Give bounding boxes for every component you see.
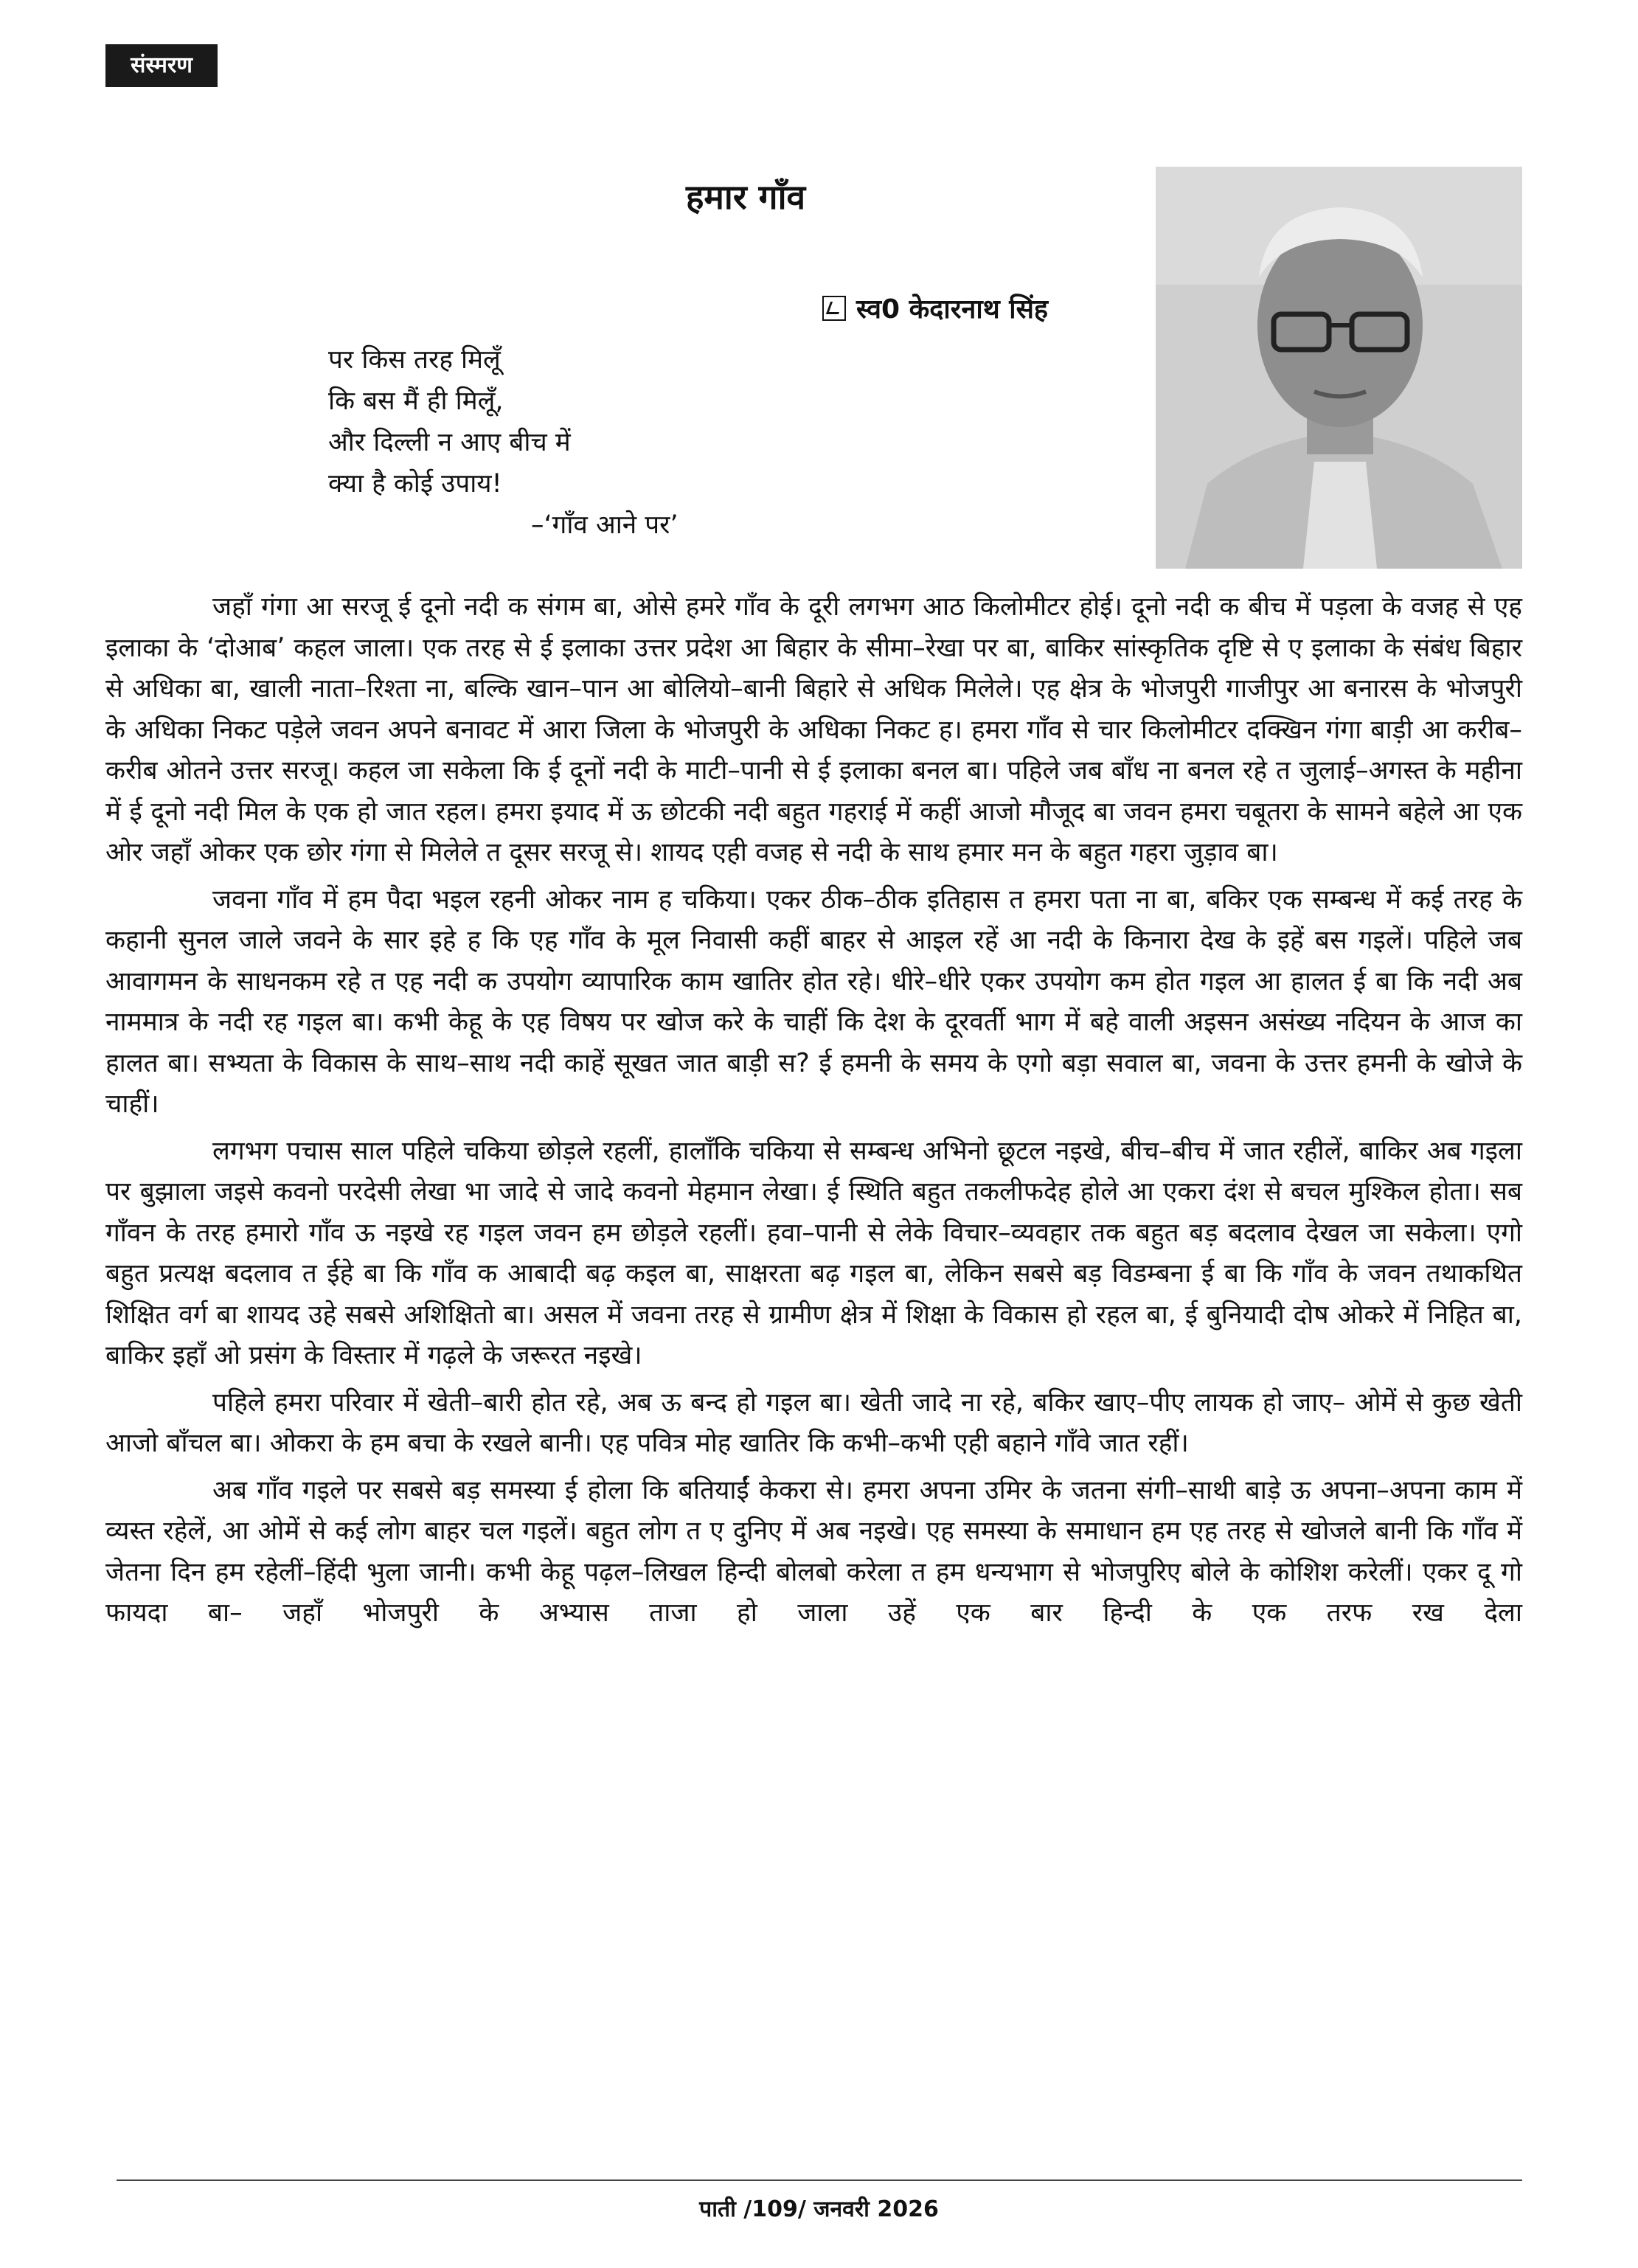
paragraph: जहाँ गंगा आ सरजू ई दूनो नदी क संगम बा, ओसे हमरे गाँव के दूरी लगभग आठ किलोमीटर होई। दूनो नदी क बीच में पड़ला के वजह से एह इलाका के ‘दोआब’ कहल जाला। एक तरह से ई इलाका उत्तर प्रदेश आ बिहार के सीमा–रेखा पर बा, बाकिर सांस्कृतिक दृष्टि से ए इलाका के संबंध बिहार से अधिका बा, खाली नाता–रिश्ता ना, बल्कि खान–पान आ बोलियो–बानी बिहारे से अधिक मिलेले। एह क्षेत्र के भोजपुरी गाजीपुर आ बनारस के भोजपुरी के अधिका निकट पड़ेले जवन अपने बनावट में आरा जिला के भोजपुरी के अधिका निकट ह। हमरा गाँव से चार किलोमीटर दक्खिन गंगा बाड़ी आ करीब–करीब ओतने उत्तर सरजू। कहल जा सकेला कि ई दूनों नदी के माटी–पानी से ई इलाका बनल बा। पहिले जब बाँध ना बनल रहे त जुलाई–अगस्त के महीना में ई दूनो नदी मिल के एक हो जात रहल। हमरा इयाद में ऊ छोटकी नदी बहुत गहराई में कहीं आजो मौजूद बा जवन हमरा चबूतरा के सामने बहेले आ एक ओर जहाँ ओकर एक छोर गंगा से मिलेले त दूसर सरजू से। शायद एही वजह से नदी के साथ हमार मन के बहुत गहरा जुड़ाव बा। [105,592,1522,867]
epigraph-poem [328,339,679,546]
author-name: स्व0 केदारनाथ सिंह [856,294,1049,325]
paragraph: पहिले हमरा परिवार में खेती–बारी होत रहे, अब ऊ बन्द हो गइल बा। खेती जादे ना रहे, बकिर खाए–पीए लायक हो जाए– ओमें से कुछ खेती आजो बाँचल बा। ओकरा के हम बचा के रखले बानी। एह पवित्र मोह खातिर कि कभी–कभी एही बहाने गाँवे जात रहीं। [105,1387,1522,1458]
paragraph: अब गाँव गइले पर सबसे बड़ समस्या ई होला कि बतियाईं केकरा से। हमरा अपना उमिर के जतना संगी–साथी बाड़े ऊ अपना–अपना काम में व्यस्त रहेलें, आ ओमें से कई लोग बाहर चल गइलें। बहुत लोग त ए दुनिए में अब नइखे। एह समस्या के समाधान हम एह तरह से खोजले बानी कि गाँव में जेतना दिन हम रहेलीं–हिंदी भुला जानी। कभी केहू पढ़ल–लिखल हिन्दी बोलबो करेला त हम धन्यभाग से भोजपुरिए बोले के कोशिश करेलीं। एकर दू गो फायदा बा– जहाँ भोजपुरी के अभ्यास ताजा हो जाला उहें एक बार हिन्दी के एक तरफ रख देला [105,1474,1522,1628]
paragraph: जवना गाँव में हम पैदा भइल रहनी ओकर नाम ह चकिया। एकर ठीक–ठीक इतिहास त हमरा पता ना बा, बकिर एक सम्बन्ध में कई तरह के कहानी सुनल जाले जवने के सार इहे ह कि एह गाँव के मूल निवासी कहीं बाहर से आइल रहें आ नदी के किनारा देख के इहें बस गइलें। पहिले जब आवागमन के साधनकम रहे त एह नदी क उपयोग व्यापारिक काम खातिर होत रहे। धीरे–धीरे एकर उपयोग कम होत गइल आ हालत ई बा कि नदी अब नाममात्र के नदी रह गइल बा। कभी केहू के एह विषय पर खोज करे के चाहीं कि देश के दूरवर्ती भाग में बहे वाली अइसन असंख्य नदियन के आज का हालत बा। सभ्यता के विकास के साथ–साथ नदी काहें सूखत जात बाड़ी स? ई हमनी के समय के एगो बड़ा सवाल बा, जवना के उत्तर हमनी के खोजे के चाहीं। [105,884,1522,1119]
paragraph: लगभग पचास साल पहिले चकिया छोड़ले रहलीं, हालाँकि चकिया से सम्बन्ध अभिनो छूटल नइखे, बीच–बीच में जात रहीलें, बाकिर अब गइला पर बुझाला जइसे कवनो परदेसी लेखा भा जादे से जादे कवनो मेहमान लेखा। ई स्थिति बहुत तकलीफदेह होले आ एकरा दंश से बचल मुश्किल होता। सब गाँवन के तरह हमारो गाँव ऊ नइखे रह गइल जवन हम छोड़ले रहलीं। हवा–पानी से लेके विचार–व्यवहार तक बहुत बड़ बदलाव देखल जा सकेला। एगो बहुत प्रत्यक्ष बदलाव त ईहे बा कि गाँव क आबादी बढ़ कइल बा, साक्षरता बढ़ गइल बा, लेकिन सबसे बड़ विडम्बना ई बा कि गाँव के जवन तथाकथित शिक्षित वर्ग बा शायद उहे सबसे अशिक्षितो बा। असल में जवना तरह से ग्रामीण क्षेत्र में शिक्षा के विकास हो रहल बा, ई बुनियादी दोष ओकरे में निहित बा, बाकिर इहाँ ओ प्रसंग के विस्तार में गढ़ले के जरूरत नइखे। [105,1135,1522,1370]
poem-line: और दिल्ली न आए बीच में [328,428,571,457]
poem-line: क्या है कोई उपाय! [328,469,502,499]
footer-divider [117,2179,1522,2181]
author-photo [1156,167,1522,569]
poem-source: –‘गाँव आने पर’ [531,510,679,540]
pen-icon [822,296,846,321]
section-tag: संस्मरण [105,44,218,87]
author-portrait-illustration [1156,167,1522,569]
poem-line: पर किस तरह मिलूँ [328,345,501,375]
poem-line: कि बस मैं ही मिलूँ, [328,386,504,416]
article-title: हमार गाँव [686,177,806,217]
author-line [822,290,1048,326]
article-body [105,586,1522,1640]
page-footer: पाती /109/ जनवरी 2026 [699,2196,939,2222]
